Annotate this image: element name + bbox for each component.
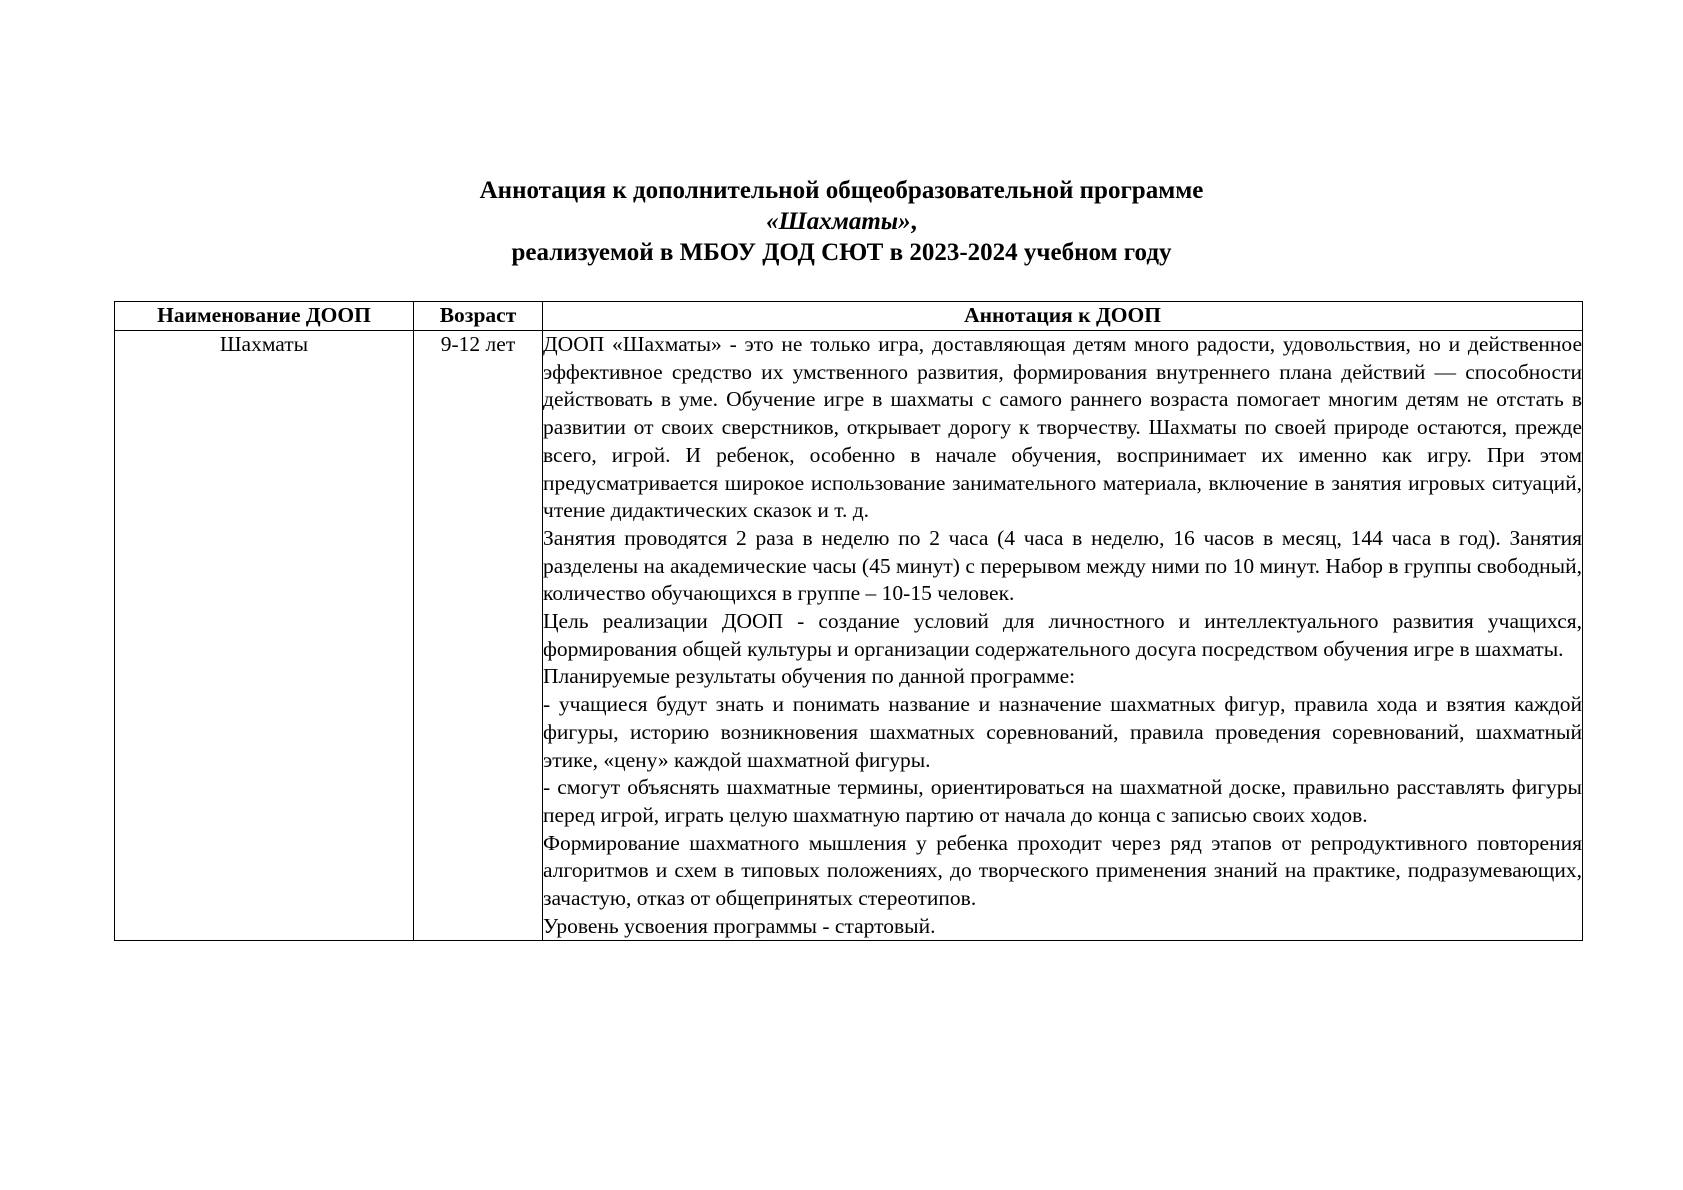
- cell-program-name: Шахматы: [115, 331, 414, 941]
- annotation-paragraph-4: Планируемые результаты обучения по данной программе:: [543, 664, 1076, 689]
- table-row: [115, 331, 1583, 941]
- annotation-paragraph-1: ДООП «Шахматы» - это не только игра, доставляющая детям много радости, удовольствия, но и действенное эффективное средство их умственного развития, формирования внутреннего плана действий — способности действовать в уме. Обучение игре в шахматы с самого раннего возраста помогает многим детям не отстать в развитии от своих сверстников, открывает дорогу к творчеству. Шахматы по своей природе остаются, прежде всего, игрой. И ребенок, особенно в начале обучения, воспринимает их именно как игру. При этом предусматривается широкое использование занимательного материала, включение в занятия игровых ситуаций, чтение дидактических сказок и т. д.: [543, 332, 1582, 523]
- table-header-row: [115, 302, 1583, 331]
- annotation-paragraph-7: Формирование шахматного мышления у ребенка проходит через ряд этапов от репродуктивного повторения алгоритмов и схем в типовых положениях, до творческого применения знаний на практике, подразумевающих, зачастую, отказ от общепринятых стереотипов.: [543, 830, 1582, 911]
- title-line-2: [0, 206, 1683, 237]
- annotation-paragraph-8: Уровень усвоения программы - стартовый.: [543, 913, 936, 938]
- header-program-name: Наименование ДООП: [115, 302, 414, 331]
- title-line-1: Аннотация к дополнительной общеобразовательной программе: [479, 177, 1204, 204]
- annotation-table: [114, 301, 1583, 941]
- title-line-3: реализуемой в МБОУ ДОД СЮТ в 2023-2024 учебном году: [511, 239, 1172, 266]
- annotation-paragraph-2: Занятия проводятся 2 раза в неделю по 2 часа (4 часа в неделю, 16 часов в месяц, 144 часа в год). Занятия разделены на академические часы (45 минут) с перерывом между ними по 10 минут. Набор в группы свободный, количество обучающихся в группе – 10-15 человек.: [543, 525, 1582, 606]
- cell-annotation: [543, 331, 1583, 941]
- document-title: [0, 175, 1683, 268]
- program-name: «Шахматы»: [766, 208, 911, 235]
- title-comma: ,: [910, 208, 917, 235]
- header-annotation: Аннотация к ДООП: [543, 302, 1583, 331]
- cell-age: 9-12 лет: [414, 331, 543, 941]
- annotation-paragraph-6: - смогут объяснять шахматные термины, ориентироваться на шахматной доске, правильно расставлять фигуры перед игрой, играть целую шахматную партию от начала до конца с записью своих ходов.: [543, 775, 1582, 827]
- annotation-paragraph-5: - учащиеся будут знать и понимать название и назначение шахматных фигур, правила хода и взятия каждой фигуры, историю возникновения шахматных соревнований, правила проведения соревнований, шахматный этике, «цену» каждой шахматной фигуры.: [543, 692, 1582, 772]
- annotation-paragraph-3: Цель реализации ДООП - создание условий для личностного и интеллектуального развития учащихся, формирования общей культуры и организации содержательного досуга посредством обучения игре в шахматы.: [543, 609, 1582, 661]
- header-age: Возраст: [414, 302, 543, 331]
